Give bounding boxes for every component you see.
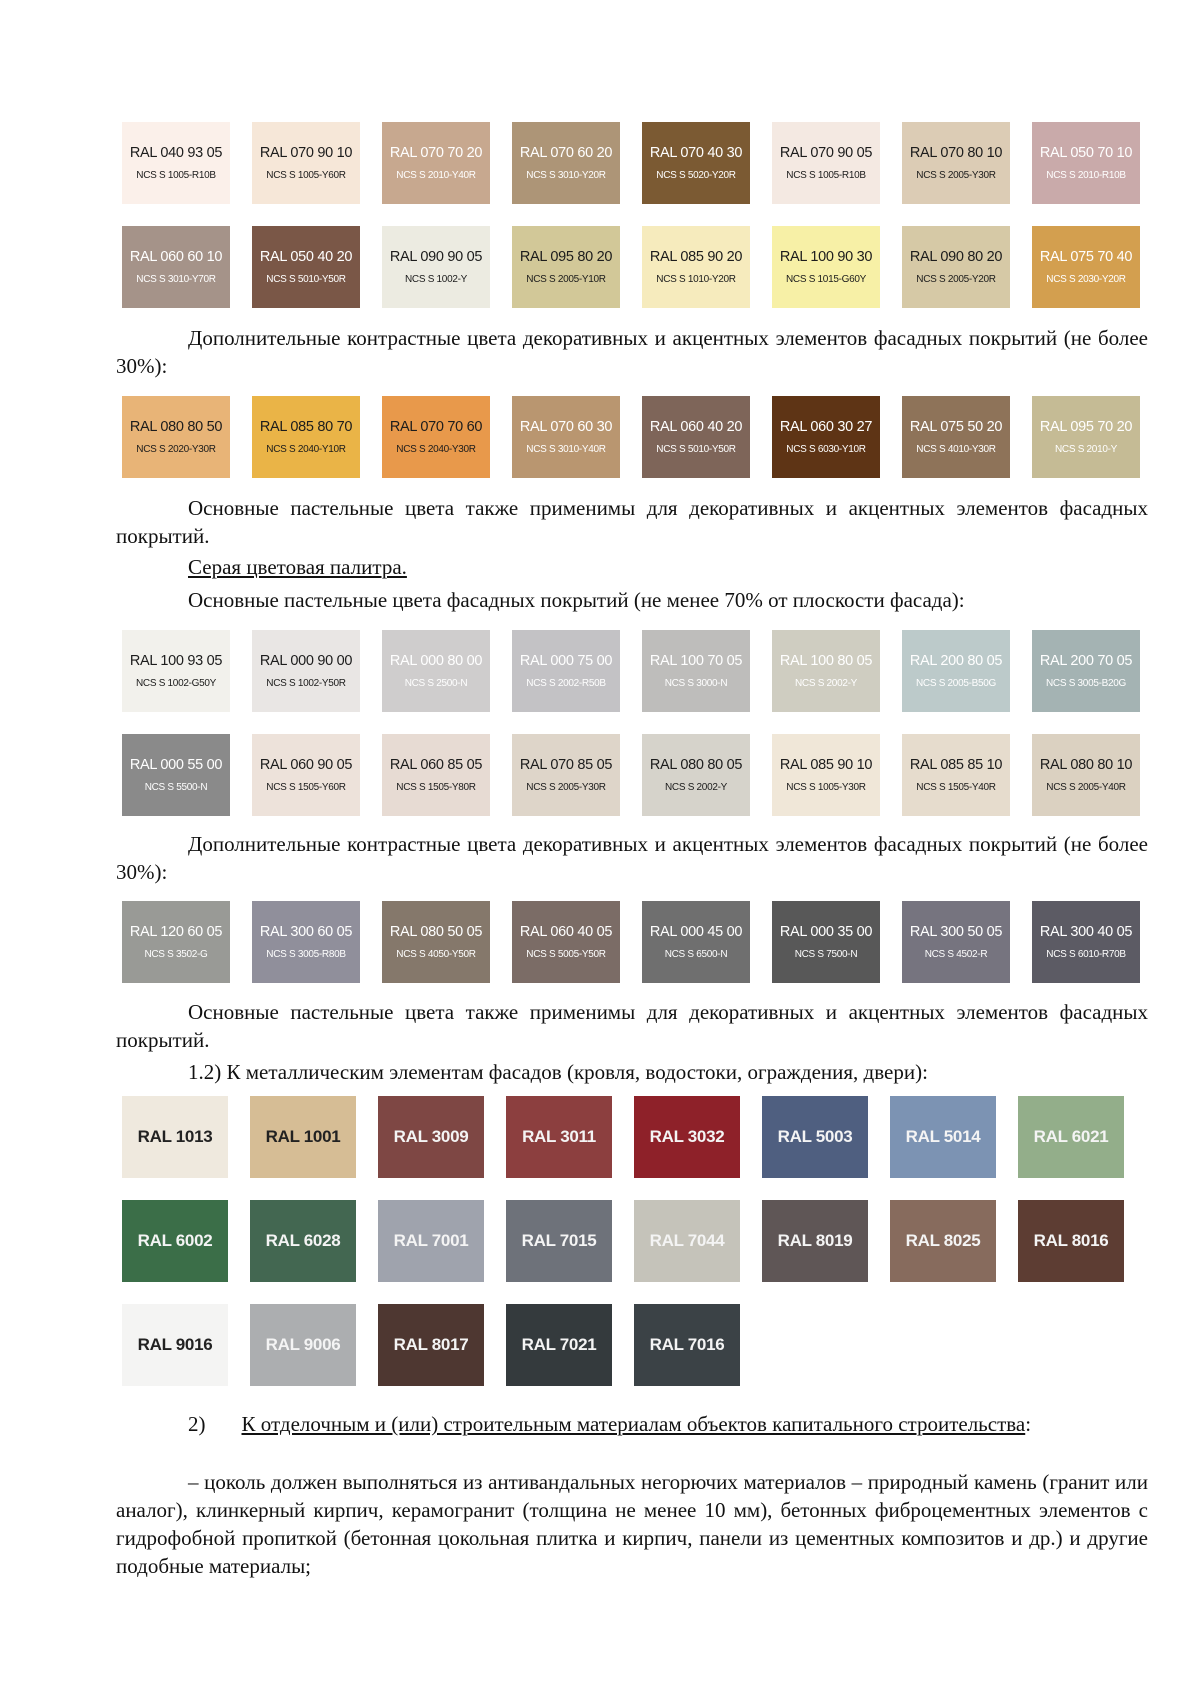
color-swatch (1018, 1096, 1124, 1178)
swatch-ral-code: RAL 050 70 10 (1039, 145, 1133, 161)
color-swatch (382, 122, 490, 204)
swatch-ral-code: RAL 3011 (522, 1127, 596, 1146)
para-warm-extra: Дополнительные контрастные цвета декоративных и акцентных элементов фасадных покрытий (не более 30%): (116, 326, 1148, 378)
color-swatch (252, 122, 360, 204)
swatch-ncs-code: NCS S 2002-R50B (526, 678, 606, 689)
swatch-ral-code: RAL 000 90 00 (259, 653, 353, 669)
swatch-ral-code: RAL 095 70 20 (1039, 419, 1133, 435)
color-swatch (252, 901, 360, 983)
color-swatch (378, 1200, 484, 1282)
color-swatch (1032, 122, 1140, 204)
swatch-ncs-code: NCS S 6500-N (664, 949, 728, 960)
swatch-ncs-code: NCS S 4502-R (924, 949, 988, 960)
swatch-ncs-code: NCS S 3000-N (664, 678, 728, 689)
swatch-ral-code: RAL 070 60 30 (519, 419, 613, 435)
swatch-ncs-code: NCS S 2030-Y20R (1046, 274, 1126, 285)
swatch-ncs-code: NCS S 5500-N (144, 782, 208, 793)
swatch-ral-code: RAL 060 40 20 (649, 419, 743, 435)
color-swatch (378, 1304, 484, 1386)
swatch-ral-code: RAL 7016 (649, 1335, 725, 1354)
swatch-ncs-code: NCS S 2005-Y30R (916, 170, 996, 181)
grey-extra-swatches (122, 901, 1140, 983)
color-swatch (512, 734, 620, 816)
swatch-ral-code: RAL 300 40 05 (1039, 924, 1133, 940)
color-swatch (122, 901, 230, 983)
color-swatch (512, 396, 620, 478)
color-swatch (634, 1200, 740, 1282)
swatch-ncs-code: NCS S 1505-Y80R (396, 782, 476, 793)
swatch-ral-code: RAL 075 70 40 (1039, 249, 1133, 265)
color-swatch (122, 630, 230, 712)
swatch-ncs-code: NCS S 1005-R10B (136, 170, 216, 181)
swatch-ncs-code: NCS S 1010-Y20R (656, 274, 736, 285)
color-swatch (512, 630, 620, 712)
swatch-ncs-code: NCS S 2040-Y30R (396, 444, 476, 455)
swatch-ncs-code: NCS S 1005-Y30R (786, 782, 866, 793)
color-swatch (250, 1200, 356, 1282)
color-swatch (902, 226, 1010, 308)
swatch-ral-code: RAL 000 80 00 (389, 653, 483, 669)
color-swatch (902, 396, 1010, 478)
color-swatch (634, 1096, 740, 1178)
para-grey-main: Основные пастельные цвета фасадных покрытий (не менее 70% от плоскости фасада): (188, 588, 965, 612)
color-swatch (642, 734, 750, 816)
swatch-ncs-code: NCS S 1505-Y40R (916, 782, 996, 793)
swatch-ral-code: RAL 3009 (393, 1127, 469, 1146)
swatch-ncs-code: NCS S 1505-Y60R (266, 782, 346, 793)
swatch-ral-code: RAL 8025 (905, 1231, 981, 1250)
swatch-ncs-code: NCS S 5010-Y50R (266, 274, 346, 285)
color-swatch (772, 396, 880, 478)
para-warm-note: Основные пастельные цвета также применимы для декоративных и акцентных элементов фасадных покрытий. (116, 496, 1148, 548)
swatch-ncs-code: NCS S 3010-Y20R (526, 170, 606, 181)
swatch-ral-code: RAL 000 35 00 (779, 924, 873, 940)
color-swatch (382, 226, 490, 308)
swatch-ncs-code: NCS S 2002-Y (795, 678, 857, 689)
color-swatch (122, 1096, 228, 1178)
grey-main-swatches (122, 630, 1140, 816)
color-swatch (252, 396, 360, 478)
swatch-ral-code: RAL 085 80 70 (259, 419, 353, 435)
para-section-2 (116, 1410, 1148, 1438)
swatch-ncs-code: NCS S 2500-N (404, 678, 468, 689)
swatch-ral-code: RAL 200 70 05 (1039, 653, 1133, 669)
swatch-ral-code: RAL 6028 (265, 1231, 341, 1250)
color-swatch (122, 122, 230, 204)
color-swatch (382, 630, 490, 712)
swatch-ral-code: RAL 300 50 05 (909, 924, 1003, 940)
swatch-ral-code: RAL 000 55 00 (129, 757, 223, 773)
swatch-ral-code: RAL 085 90 10 (779, 757, 873, 773)
para-2-heading: К отделочным и (или) строительным материалам объектов капитального строительства (241, 1412, 1026, 1436)
para-2-number: 2) (188, 1412, 206, 1436)
color-swatch (642, 630, 750, 712)
swatch-ral-code: RAL 060 40 05 (519, 924, 613, 940)
color-swatch (378, 1096, 484, 1178)
swatch-ral-code: RAL 7001 (393, 1231, 469, 1250)
swatch-ncs-code: NCS S 5020-Y20R (656, 170, 736, 181)
color-swatch (772, 226, 880, 308)
swatch-ral-code: RAL 080 50 05 (389, 924, 483, 940)
color-swatch (382, 901, 490, 983)
color-swatch (1032, 630, 1140, 712)
swatch-ral-code: RAL 9016 (137, 1335, 213, 1354)
swatch-ncs-code: NCS S 3005-R80B (266, 949, 346, 960)
swatch-ncs-code: NCS S 7500-N (794, 949, 858, 960)
color-swatch (252, 226, 360, 308)
color-swatch (506, 1096, 612, 1178)
swatch-ncs-code: NCS S 2005-Y10R (526, 274, 606, 285)
swatch-ral-code: RAL 070 70 60 (389, 419, 483, 435)
color-swatch (252, 630, 360, 712)
swatch-ral-code: RAL 090 90 05 (389, 249, 483, 265)
color-swatch (642, 226, 750, 308)
swatch-ncs-code: NCS S 2002-Y (665, 782, 727, 793)
swatch-ral-code: RAL 070 90 05 (779, 145, 873, 161)
swatch-ral-code: RAL 1001 (265, 1127, 341, 1146)
swatch-ncs-code: NCS S 3010-Y70R (136, 274, 216, 285)
para-grey-extra: Дополнительные контрастные цвета декоративных и акцентных элементов фасадных покрытий (не более 30%): (116, 832, 1148, 884)
swatch-ncs-code: NCS S 3005-B20G (1046, 678, 1126, 689)
color-swatch (122, 226, 230, 308)
swatch-ral-code: RAL 050 40 20 (259, 249, 353, 265)
color-swatch (772, 734, 880, 816)
swatch-ncs-code: NCS S 5010-Y50R (656, 444, 736, 455)
color-swatch (512, 226, 620, 308)
swatch-ral-code: RAL 080 80 10 (1039, 757, 1133, 773)
swatch-ral-code: RAL 3032 (649, 1127, 725, 1146)
swatch-ral-code: RAL 080 80 50 (129, 419, 223, 435)
color-swatch (382, 396, 490, 478)
swatch-ncs-code: NCS S 2005-Y20R (916, 274, 996, 285)
swatch-ncs-code: NCS S 4050-Y50R (396, 949, 476, 960)
swatch-ncs-code: NCS S 6010-R70B (1046, 949, 1126, 960)
swatch-ral-code: RAL 085 85 10 (909, 757, 1003, 773)
swatch-ral-code: RAL 8019 (777, 1231, 853, 1250)
swatch-ral-code: RAL 5014 (905, 1127, 981, 1146)
swatch-ncs-code: NCS S 1002-G50Y (136, 678, 216, 689)
warm-main-swatches (122, 122, 1140, 308)
swatch-ral-code: RAL 5003 (777, 1127, 853, 1146)
swatch-ncs-code: NCS S 3010-Y40R (526, 444, 606, 455)
color-swatch (902, 630, 1010, 712)
color-swatch (1032, 226, 1140, 308)
color-swatch (1032, 396, 1140, 478)
swatch-ral-code: RAL 100 93 05 (129, 653, 223, 669)
color-swatch (890, 1096, 996, 1178)
swatch-ral-code: RAL 060 90 05 (259, 757, 353, 773)
swatch-ral-code: RAL 6002 (137, 1231, 213, 1250)
color-swatch (122, 734, 230, 816)
swatch-ncs-code: NCS S 4010-Y30R (916, 444, 996, 455)
swatch-ncs-code: NCS S 1005-Y60R (266, 170, 346, 181)
swatch-ral-code: RAL 070 60 20 (519, 145, 613, 161)
color-swatch (902, 901, 1010, 983)
swatch-ral-code: RAL 060 60 10 (129, 249, 223, 265)
para-plinth: – цоколь должен выполняться из антивандальных негорючих материалов – природный камень (гранит или аналог), клинкерный кирпич, керамогранит (толщина не менее 10 мм), бетонных фиброцементных элементов с гидрофобной пропиткой (бетонная цокольная плитка и кирпич, панели из цементных композитов и др.) и другие подобные материалы; (116, 1470, 1148, 1578)
color-swatch (890, 1200, 996, 1282)
color-swatch (512, 122, 620, 204)
swatch-ral-code: RAL 200 80 05 (909, 653, 1003, 669)
swatch-ral-code: RAL 000 45 00 (649, 924, 743, 940)
color-swatch (512, 901, 620, 983)
swatch-ral-code: RAL 300 60 05 (259, 924, 353, 940)
swatch-ral-code: RAL 8016 (1033, 1231, 1109, 1250)
swatch-ral-code: RAL 085 90 20 (649, 249, 743, 265)
swatch-ral-code: RAL 7044 (649, 1231, 725, 1250)
para-2-colon: : (1025, 1412, 1032, 1436)
color-swatch (506, 1304, 612, 1386)
swatch-ral-code: RAL 070 85 05 (519, 757, 613, 773)
color-swatch (252, 734, 360, 816)
color-swatch (642, 396, 750, 478)
swatch-ral-code: RAL 100 90 30 (779, 249, 873, 265)
swatch-ral-code: RAL 1013 (137, 1127, 213, 1146)
heading-grey-palette (116, 553, 1148, 581)
color-swatch (250, 1096, 356, 1178)
swatch-ral-code: RAL 095 80 20 (519, 249, 613, 265)
swatch-ral-code: RAL 060 85 05 (389, 757, 483, 773)
color-swatch (772, 901, 880, 983)
swatch-ral-code: RAL 9006 (265, 1335, 341, 1354)
swatch-ral-code: RAL 060 30 27 (779, 419, 873, 435)
color-swatch (762, 1096, 868, 1178)
swatch-ncs-code: NCS S 2010-R10B (1046, 170, 1126, 181)
swatch-ral-code: RAL 070 40 30 (649, 145, 743, 161)
swatch-ral-code: RAL 120 60 05 (129, 924, 223, 940)
color-swatch (122, 396, 230, 478)
swatch-ral-code: RAL 070 70 20 (389, 145, 483, 161)
color-swatch (122, 1304, 228, 1386)
color-swatch (772, 630, 880, 712)
color-swatch (642, 122, 750, 204)
para-grey-note: Основные пастельные цвета также применимы для декоративных и акцентных элементов фасадных покрытий. (116, 1000, 1148, 1052)
color-swatch (382, 734, 490, 816)
swatch-ncs-code: NCS S 2020-Y30R (136, 444, 216, 455)
color-swatch (902, 734, 1010, 816)
color-swatch (1032, 901, 1140, 983)
swatch-ncs-code: NCS S 5005-Y50R (526, 949, 606, 960)
swatch-ral-code: RAL 8017 (393, 1335, 469, 1354)
color-swatch (634, 1304, 740, 1386)
swatch-ral-code: RAL 070 80 10 (909, 145, 1003, 161)
color-swatch (1032, 734, 1140, 816)
warm-extra-swatches (122, 396, 1140, 478)
swatch-ncs-code: NCS S 2010-Y40R (396, 170, 476, 181)
swatch-ncs-code: NCS S 6030-Y10R (786, 444, 866, 455)
swatch-ral-code: RAL 080 80 05 (649, 757, 743, 773)
swatch-ral-code: RAL 040 93 05 (129, 145, 223, 161)
metal-swatches (122, 1096, 1124, 1386)
para-metal: 1.2) К металлическим элементам фасадов (кровля, водостоки, ограждения, двери): (188, 1060, 928, 1084)
swatch-ral-code: RAL 075 50 20 (909, 419, 1003, 435)
swatch-ncs-code: NCS S 2005-Y40R (1046, 782, 1126, 793)
color-swatch (250, 1304, 356, 1386)
swatch-ral-code: RAL 7021 (521, 1335, 597, 1354)
swatch-ncs-code: NCS S 3502-G (144, 949, 208, 960)
swatch-ral-code: RAL 6021 (1033, 1127, 1109, 1146)
swatch-ncs-code: NCS S 1015-G60Y (786, 274, 866, 285)
color-swatch (902, 122, 1010, 204)
swatch-ral-code: RAL 100 80 05 (779, 653, 873, 669)
swatch-ncs-code: NCS S 1002-Y (405, 274, 467, 285)
swatch-ncs-code: NCS S 1005-R10B (786, 170, 866, 181)
swatch-ncs-code: NCS S 2040-Y10R (266, 444, 346, 455)
swatch-ral-code: RAL 7015 (521, 1231, 597, 1250)
color-swatch (122, 1200, 228, 1282)
swatch-ncs-code: NCS S 2005-B50G (916, 678, 996, 689)
swatch-ncs-code: NCS S 2010-Y (1055, 444, 1117, 455)
color-swatch (772, 122, 880, 204)
color-swatch (642, 901, 750, 983)
color-swatch (762, 1200, 868, 1282)
color-swatch (1018, 1200, 1124, 1282)
swatch-ral-code: RAL 090 80 20 (909, 249, 1003, 265)
swatch-ral-code: RAL 100 70 05 (649, 653, 743, 669)
color-swatch (506, 1200, 612, 1282)
swatch-ral-code: RAL 070 90 10 (259, 145, 353, 161)
swatch-ncs-code: NCS S 1002-Y50R (266, 678, 346, 689)
swatch-ral-code: RAL 000 75 00 (519, 653, 613, 669)
swatch-ncs-code: NCS S 2005-Y30R (526, 782, 606, 793)
heading-grey-text: Серая цветовая палитра. (188, 555, 407, 579)
